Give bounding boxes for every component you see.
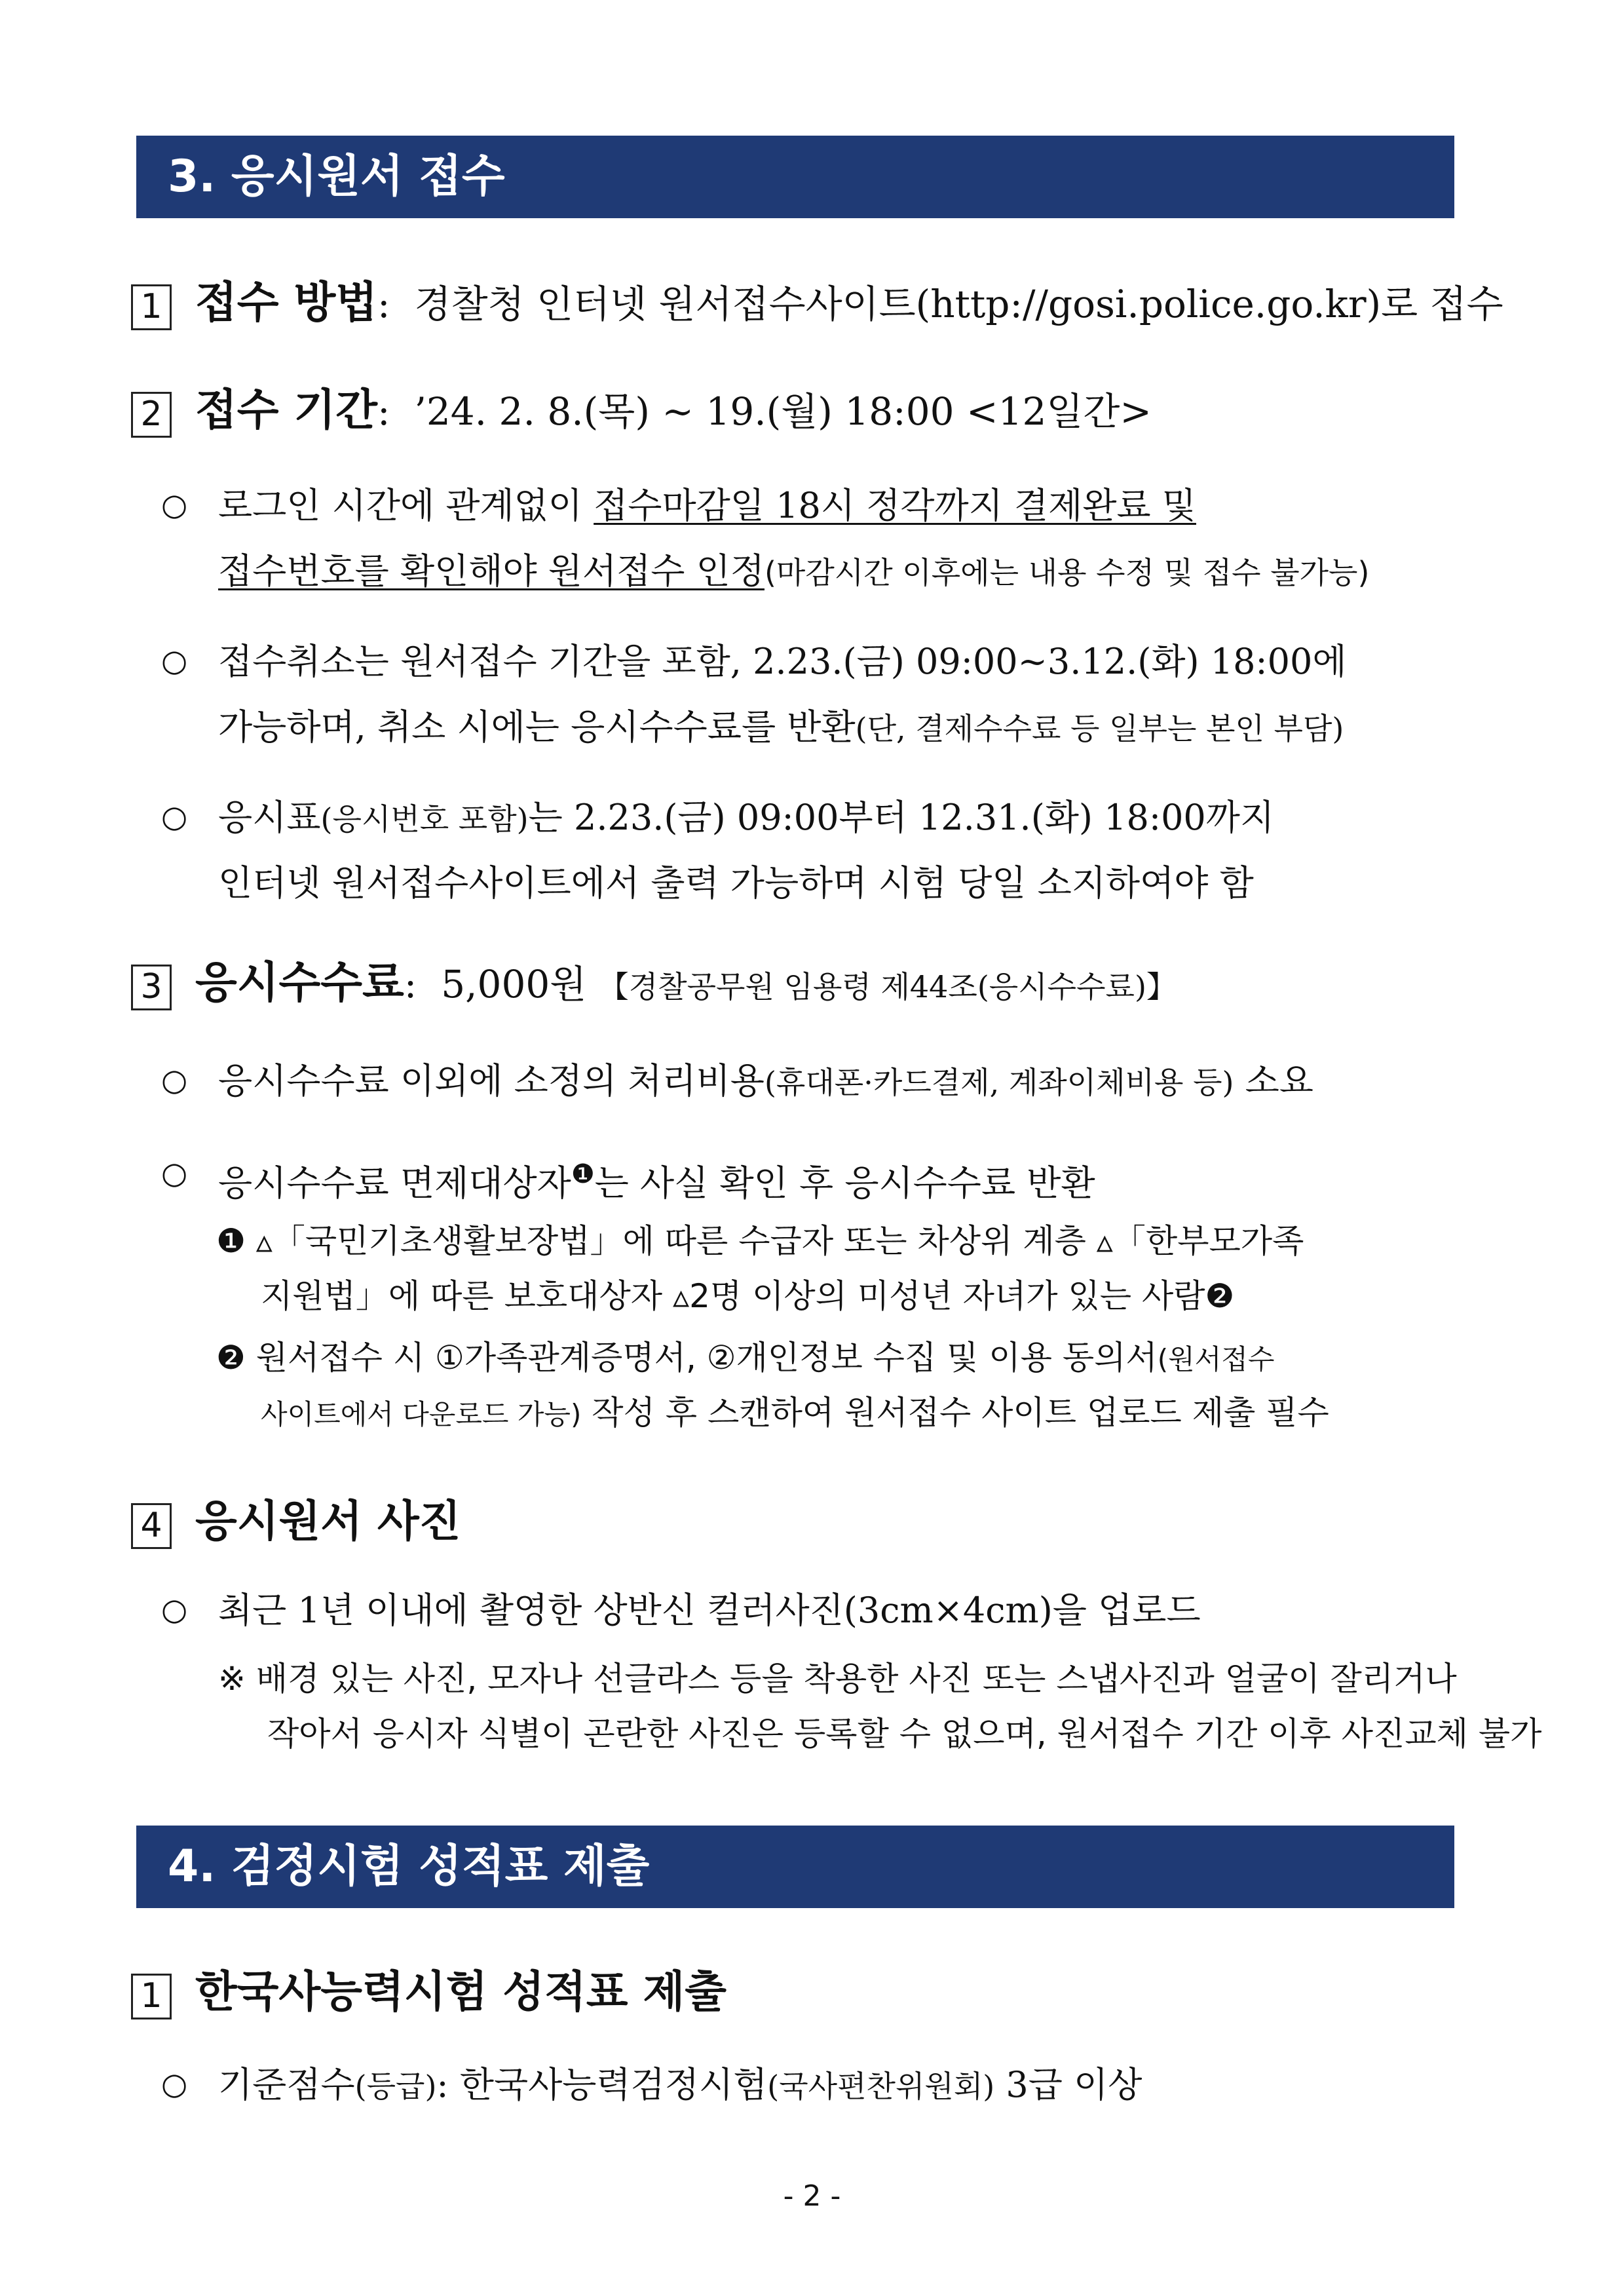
bullet-line xyxy=(218,695,1456,761)
bullet-line xyxy=(218,473,1456,539)
item-number-box: 1 xyxy=(131,1974,172,2019)
footnote-1-line xyxy=(216,1214,1454,1269)
underlined-text: 접수마감일 18시 정각까지 결제완료 및 xyxy=(594,485,1196,526)
bullet-subtext: (마감시간 이후에는 내용 수정 및 접수 불가능) xyxy=(764,555,1370,590)
footnote-text: ▵「국민기초생활보장법」에 따른 수급자 또는 차상위 계층 ▵「한부모가족 xyxy=(255,1222,1304,1260)
bullet-subtext: (등급) xyxy=(354,2069,437,2104)
bullet-symbol: ○ xyxy=(161,1062,188,1098)
bullet-subtext: (국사편찬위원회) xyxy=(767,2069,995,2104)
item-fee xyxy=(131,957,1177,1013)
bullet-line xyxy=(218,785,1456,852)
item-receipt-method xyxy=(131,277,1503,330)
bullet-text: 기준점수 xyxy=(218,2064,355,2105)
bullet-text: 로그인 시간에 관계없이 xyxy=(218,485,594,526)
item-text: 5,000원 xyxy=(441,962,587,1006)
bullet-symbol: ○ xyxy=(161,2066,188,2101)
legal-reference: 【경찰공무원 임용령 제44조(응시수수료)】 xyxy=(598,969,1177,1004)
bullet-text: 는 사실 확인 후 응시수수료 반환 xyxy=(594,1162,1095,1204)
item-text: 경찰청 인터넷 원서접수사이트(http://gosi.police.go.kr)로 접수 xyxy=(414,282,1503,326)
bullet-text: 는 2.23.(금) 09:00부터 12.31.(화) 18:00까지 xyxy=(528,797,1275,838)
footnote-text: 원서접수 시 ①가족관계증명서, ②개인정보 수집 및 이용 동의서 xyxy=(255,1339,1158,1377)
bullet-text: 응시수수료 이외에 소정의 처리비용 xyxy=(218,1060,765,1101)
bullet-symbol: ○ xyxy=(161,1155,188,1191)
bullet-symbol: ○ xyxy=(161,643,188,678)
bullet-line xyxy=(218,1048,1456,1115)
bullet-line xyxy=(218,2052,1456,2119)
footnote-subtext: 사이트에서 다운로드 가능) xyxy=(261,1398,582,1430)
footnote-marker: ❷ xyxy=(216,1339,246,1377)
item-number-box: 3 xyxy=(131,965,172,1010)
bullet-subtext: (휴대폰·카드결제, 계좌이체비용 등) xyxy=(764,1065,1234,1100)
section-4-title: 4. 검정시험 성적표 제출 xyxy=(136,1826,1454,1908)
footnote-text: 작성 후 스캔하여 원서접수 사이트 업로드 제출 필수 xyxy=(581,1394,1329,1432)
bullet-text: : 한국사능력검정시험 xyxy=(436,2064,768,2105)
item-separator: : xyxy=(377,389,390,434)
item-separator: : xyxy=(404,962,417,1006)
bullet-symbol: ○ xyxy=(161,487,188,522)
item-label: 한국사능력시험 성적표 제출 xyxy=(195,1966,727,2017)
section-3-title: 3. 응시원서 접수 xyxy=(136,136,1454,218)
item-number-box: 2 xyxy=(131,392,172,438)
footnote-subtext: (원서접수 xyxy=(1157,1343,1275,1375)
item-text: ’24. 2. 8.(목) ~ 19.(월) 18:00 <12일간> xyxy=(414,389,1152,434)
bullet-subtext: (단, 결제수수료 등 일부는 본인 부담) xyxy=(855,711,1344,746)
footnote-2-line xyxy=(261,1385,1499,1442)
bullet-text: 응시수수료 면제대상자 xyxy=(218,1162,571,1204)
item-label: 접수 기간 xyxy=(195,385,378,435)
item-label: 접수 방법 xyxy=(195,277,378,328)
bullet-line xyxy=(218,539,1456,605)
footnote-marker: ❶ xyxy=(571,1159,595,1189)
footnote-2-line xyxy=(216,1330,1454,1387)
footnote-1-line: 지원법」에 따른 보호대상자 ▵2명 이상의 미성년 자녀가 있는 사람❷ xyxy=(261,1277,1235,1315)
bullet-text: 가능하며, 취소 시에는 응시수수료를 반환 xyxy=(218,706,856,748)
bullet-text: 3급 이상 xyxy=(994,2064,1142,2105)
item-receipt-period xyxy=(131,384,1152,438)
item-separator: : xyxy=(377,282,390,326)
photo-note-line: ※ 배경 있는 사진, 모자나 선글라스 등을 착용한 사진 또는 스냅사진과 얼굴이 잘리거나 xyxy=(218,1660,1457,1698)
item-korean-history xyxy=(131,1966,727,2019)
bullet-line: 인터넷 원서접수사이트에서 출력 가능하며 시험 당일 소지하여야 함 xyxy=(218,862,1254,904)
bullet-symbol: ○ xyxy=(161,799,188,834)
bullet-line: 접수취소는 원서접수 기간을 포함, 2.23.(금) 09:00~3.12.(화) 18:00에 xyxy=(218,641,1347,682)
item-label: 응시수수료 xyxy=(195,957,404,1008)
bullet-subtext: (응시번호 포함) xyxy=(320,801,529,837)
bullet-text: 응시표 xyxy=(218,797,321,838)
item-label: 응시원서 사진 xyxy=(195,1496,461,1546)
item-photo xyxy=(131,1495,461,1549)
underlined-text: 접수번호를 확인해야 원서접수 인정 xyxy=(218,550,765,592)
bullet-text: 소요 xyxy=(1234,1060,1313,1101)
bullet-symbol: ○ xyxy=(161,1592,188,1627)
bullet-line: 최근 1년 이내에 촬영한 상반신 컬러사진(3cm×4cm)을 업로드 xyxy=(218,1590,1201,1631)
item-number-box: 1 xyxy=(131,284,172,330)
bullet-line xyxy=(218,1141,1456,1216)
item-number-box: 4 xyxy=(131,1503,172,1549)
page-number: - 2 - xyxy=(783,2179,841,2213)
footnote-marker: ❶ xyxy=(216,1222,246,1260)
photo-note-line: 작아서 응시자 식별이 곤란한 사진은 등록할 수 없으며, 원서접수 기간 이후 사진교체 불가 xyxy=(267,1715,1542,1753)
